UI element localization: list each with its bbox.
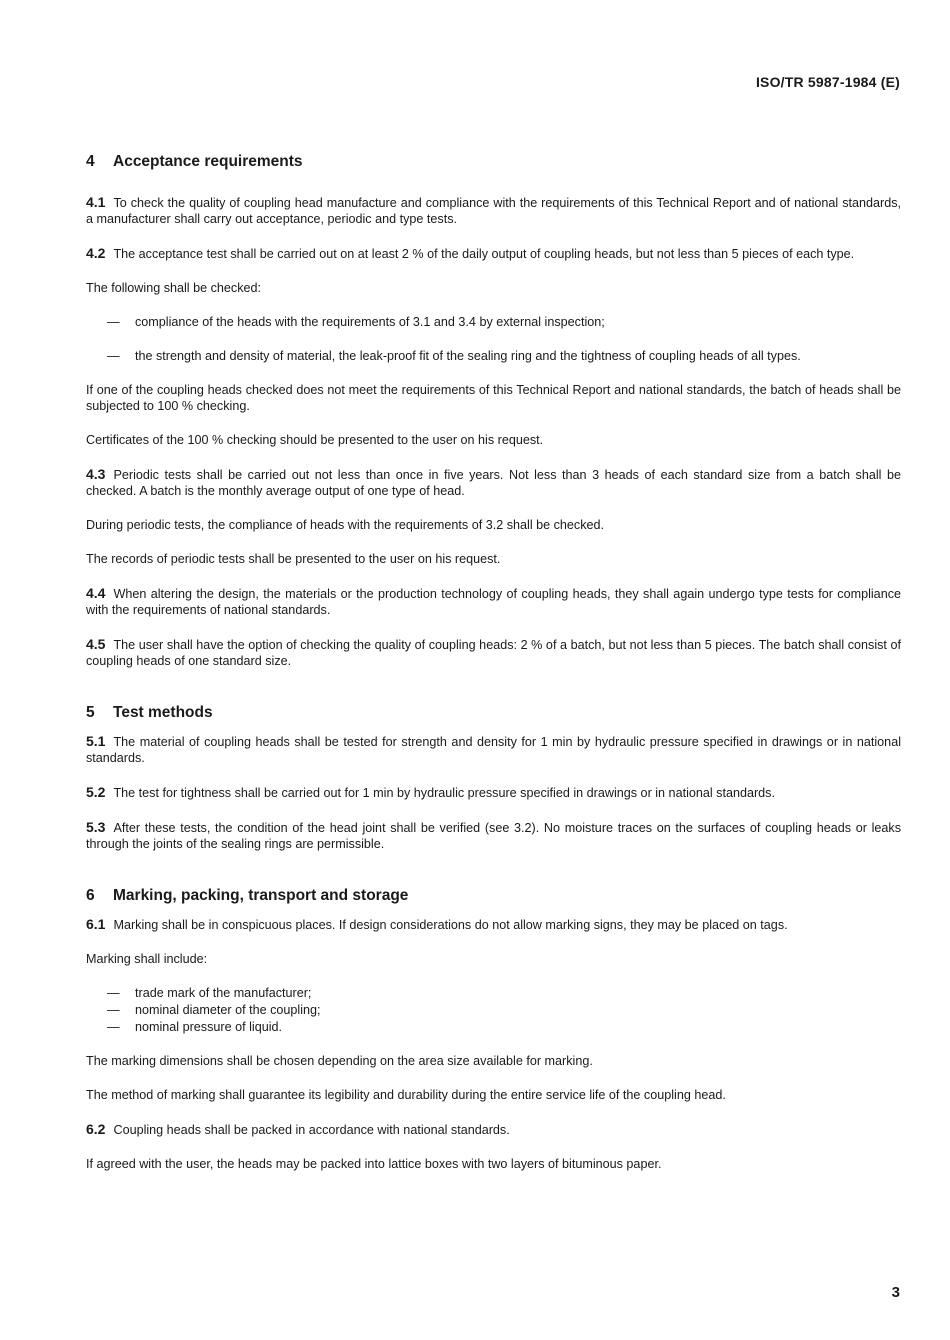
clause-number: 6.2	[86, 1121, 106, 1137]
list-item	[86, 314, 901, 330]
clause-number: 4.5	[86, 636, 106, 652]
clause-number: 4.1	[86, 194, 106, 210]
clause-text: The acceptance test shall be carried out on at least 2 % of the daily output of coupling heads, but not less than 5 pieces of each type.	[113, 247, 855, 261]
records-paragraph: The records of periodic tests shall be presented to the user on his request.	[86, 552, 501, 566]
dimensions-paragraph: The marking dimensions shall be chosen depending on the area size available for marking.	[86, 1054, 593, 1068]
section-title: Acceptance requirements	[113, 153, 303, 170]
list-item-text: the strength and density of material, the leak-proof fit of the sealing ring and the tightness of coupling heads of all types.	[135, 349, 801, 363]
clause-text: When altering the design, the materials or the production technology of coupling heads, they shall again undergo type tests for compliance with the requirements of national standards.	[86, 587, 901, 617]
clause-number: 5.3	[86, 819, 106, 835]
clause-number: 4.2	[86, 245, 106, 261]
clause-text: After these tests, the condition of the head joint shall be verified (see 3.2). No moisture traces on the surfaces of coupling heads or leaks through the joints of the sealing rings are permissible.	[86, 821, 901, 851]
list-item-text: nominal diameter of the coupling;	[135, 1003, 321, 1017]
clause-number: 5.2	[86, 784, 106, 800]
section-number: 4	[86, 153, 95, 170]
list-item	[86, 985, 901, 1001]
dash-bullet: —	[107, 1003, 120, 1017]
dash-bullet: —	[107, 315, 120, 329]
checked-list	[86, 314, 901, 364]
section-title: Test methods	[113, 704, 213, 721]
section-6-heading	[86, 888, 901, 904]
list-item	[86, 348, 901, 364]
lattice-paragraph: If agreed with the user, the heads may be packed into lattice boxes with two layers of bituminous paper.	[86, 1157, 662, 1171]
section-number: 6	[86, 887, 95, 904]
clause-number: 4.3	[86, 466, 106, 482]
section-title: Marking, packing, transport and storage	[113, 887, 409, 904]
clause-text: The user shall have the option of checking the quality of coupling heads: 2 % of a batch, but not less than 5 pieces. The batch shall consist of coupling heads of one standard size.	[86, 638, 901, 668]
document-body	[86, 154, 901, 1190]
list-item	[86, 1002, 901, 1018]
batch-paragraph: If one of the coupling heads checked does not meet the requirements of this Technical Report and national standards, the batch of heads shall be subjected to 100 % checking.	[86, 383, 901, 413]
clause-5-1	[86, 733, 901, 766]
marking-intro: Marking shall include:	[86, 952, 208, 966]
checked-intro: The following shall be checked:	[86, 281, 262, 295]
clause-number: 4.4	[86, 585, 106, 601]
clause-text: The material of coupling heads shall be tested for strength and density for 1 min by hydraulic pressure specified in drawings or in national standards.	[86, 735, 901, 765]
clause-5-2	[86, 784, 901, 801]
clause-4-3	[86, 466, 901, 499]
clause-4-2	[86, 245, 901, 262]
clause-number: 6.1	[86, 916, 106, 932]
clause-text: Coupling heads shall be packed in accordance with national standards.	[113, 1123, 510, 1137]
clause-number: 5.1	[86, 733, 106, 749]
list-item-text: compliance of the heads with the requirements of 3.1 and 3.4 by external inspection;	[135, 315, 605, 329]
section-4-heading	[86, 154, 901, 170]
clause-text: The test for tightness shall be carried out for 1 min by hydraulic pressure specified in drawings or in national standards.	[113, 786, 775, 800]
clause-text: To check the quality of coupling head manufacture and compliance with the requirements of this Technical Report and of national standards, a manufacturer shall carry out acceptance, periodic and type tests.	[86, 196, 901, 226]
section-5-heading	[86, 705, 901, 721]
document-identifier: ISO/TR 5987-1984 (E)	[755, 74, 900, 90]
page-number: 3	[891, 1284, 900, 1301]
dash-bullet: —	[107, 1020, 120, 1034]
clause-6-2	[86, 1121, 901, 1138]
certificates-paragraph: Certificates of the 100 % checking should be presented to the user on his request.	[86, 433, 544, 447]
list-item-text: trade mark of the manufacturer;	[135, 986, 312, 1000]
list-item-text: nominal pressure of liquid.	[135, 1020, 283, 1034]
periodic-paragraph: During periodic tests, the compliance of heads with the requirements of 3.2 shall be checked.	[86, 518, 605, 532]
dash-bullet: —	[107, 349, 120, 363]
marking-list	[86, 985, 901, 1035]
clause-text: Marking shall be in conspicuous places. If design considerations do not allow marking signs, they may be placed on tags.	[113, 918, 788, 932]
clause-5-3	[86, 819, 901, 852]
dash-bullet: —	[107, 986, 120, 1000]
clause-text: Periodic tests shall be carried out not less than once in five years. Not less than 3 heads of each standard size from a batch shall be checked. A batch is the monthly average output of one type of head.	[86, 468, 901, 498]
clause-4-4	[86, 585, 901, 618]
clause-4-5	[86, 636, 901, 669]
list-item	[86, 1019, 901, 1035]
clause-6-1	[86, 916, 901, 933]
method-paragraph: The method of marking shall guarantee its legibility and durability during the entire service life of the coupling head.	[86, 1088, 726, 1102]
section-number: 5	[86, 704, 95, 721]
clause-4-1	[86, 194, 901, 227]
